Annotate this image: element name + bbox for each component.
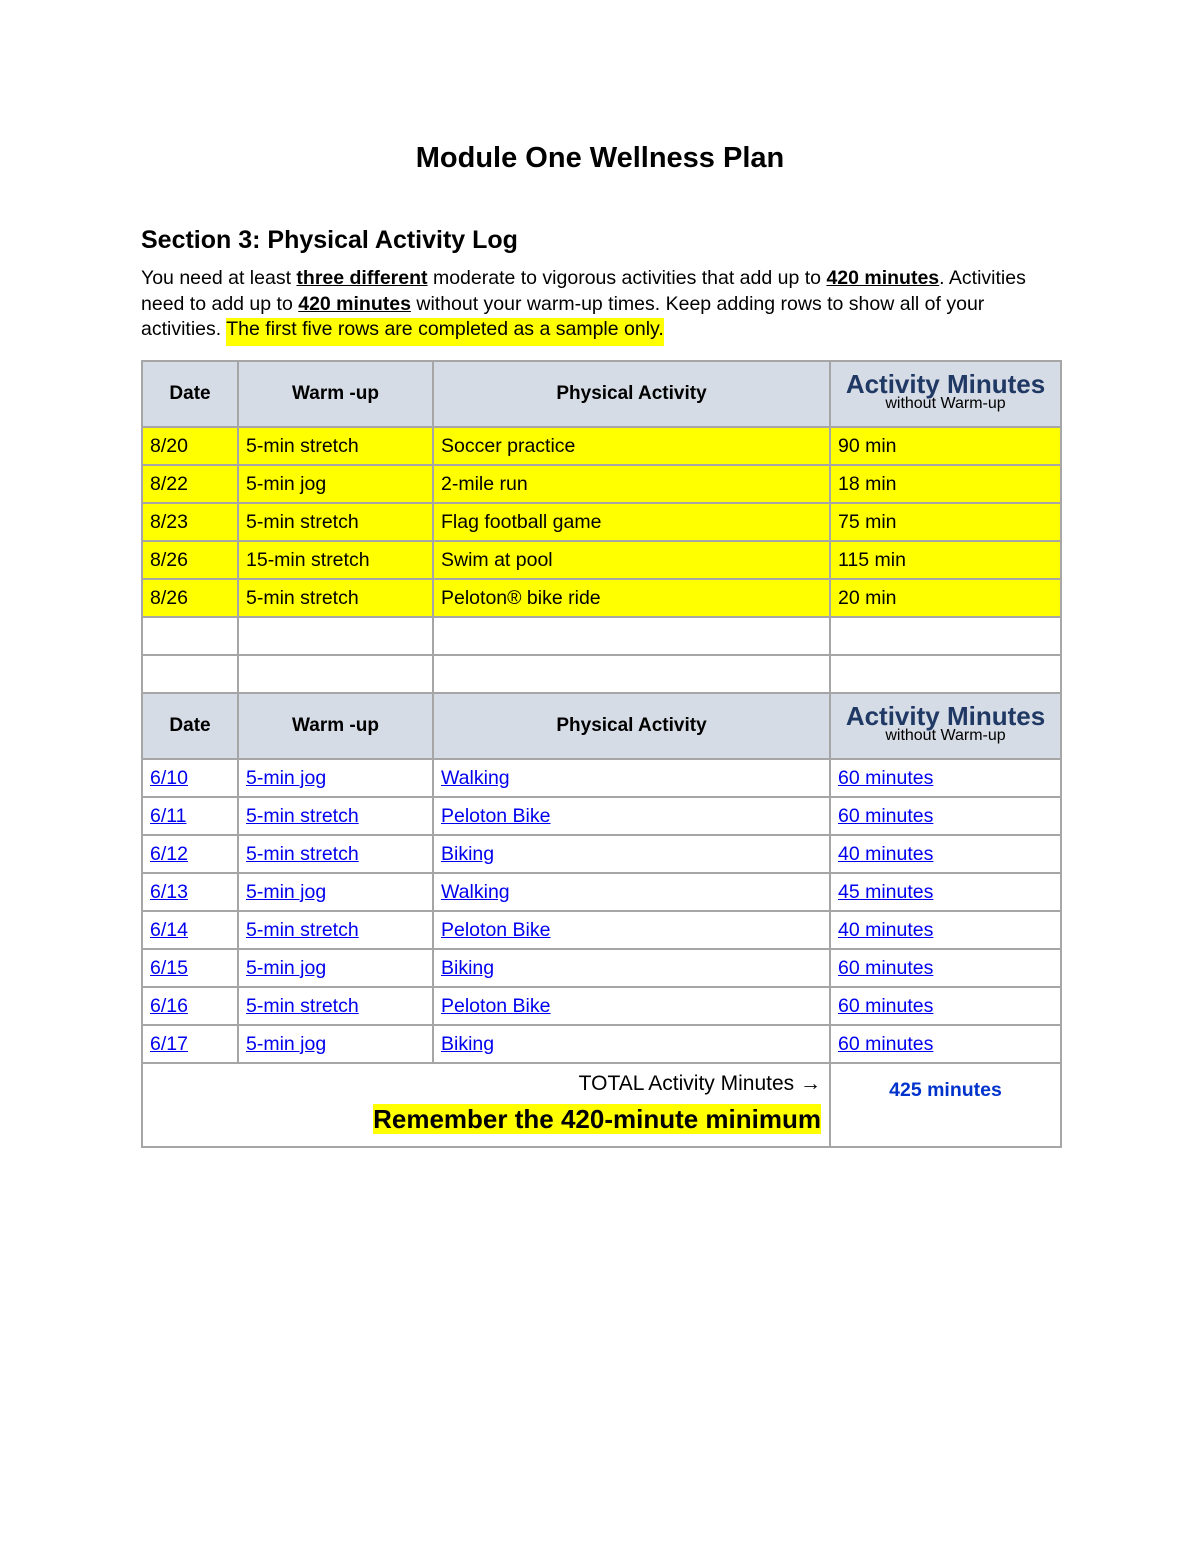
sample-row [142,465,1061,503]
entry-activity-link[interactable]: Peloton Bike [441,994,551,1017]
entry-minutes-link[interactable]: 60 minutes [838,1032,934,1055]
entry-warmup[interactable] [238,911,433,949]
table-row [142,873,1061,911]
entry-date-link[interactable]: 6/16 [150,994,188,1017]
empty-activity-cell [433,617,830,655]
entry-activity-link[interactable]: Peloton Bike [441,918,551,941]
header-minutes-main: Activity Minutes [845,369,1046,399]
entry-warmup[interactable] [238,759,433,797]
header-activity-minutes [830,361,1061,427]
entry-minutes[interactable] [830,949,1061,987]
empty-row[interactable] [142,617,1061,655]
entry-minutes-link[interactable]: 60 minutes [838,994,934,1017]
entry-warmup[interactable] [238,835,433,873]
entry-date-link[interactable]: 6/15 [150,956,188,979]
entry-date[interactable] [142,1025,238,1063]
entry-minutes[interactable] [830,987,1061,1025]
sample-row [142,579,1061,617]
intro-text-4: without your warm-up times. Keep adding rows to show all of your activities. [141,292,985,340]
header-date: Date [142,361,238,427]
empty-date-cell [142,655,238,693]
entry-minutes-link[interactable]: 60 minutes [838,766,934,789]
entry-date-link[interactable]: 6/10 [150,766,188,789]
empty-warmup-cell [238,655,433,693]
sample-minutes-cell: 20 min [830,579,1061,617]
sample-warmup-cell: 5-min stretch [238,427,433,465]
table-row [142,911,1061,949]
entry-minutes-link[interactable]: 60 minutes [838,804,934,827]
entry-activity[interactable] [433,1025,830,1063]
entry-activity[interactable] [433,873,830,911]
table-header-row [142,361,1061,427]
entry-warmup-link[interactable]: 5-min jog [246,956,327,979]
entry-warmup-link[interactable]: 5-min stretch [246,842,359,865]
entry-minutes-link[interactable]: 60 minutes [838,956,934,979]
entry-activity-link[interactable]: Biking [441,956,495,979]
activity-log-table [141,360,1062,1148]
empty-minutes-cell [830,655,1061,693]
header-activity: Physical Activity [433,361,830,427]
sample-activity-cell: Soccer practice [433,427,830,465]
entry-warmup-link[interactable]: 5-min stretch [246,918,359,941]
entry-minutes[interactable] [830,873,1061,911]
table-row [142,1025,1061,1063]
sample-warmup-cell: 5-min jog [238,465,433,503]
header-warmup: Warm -up [238,693,433,759]
sample-minutes-cell: 18 min [830,465,1061,503]
empty-minutes-cell [830,617,1061,655]
empty-date-cell [142,617,238,655]
entry-date-link[interactable]: 6/13 [150,880,188,903]
entry-warmup-link[interactable]: 5-min jog [246,1032,327,1055]
entry-minutes[interactable] [830,759,1061,797]
entry-activity-link[interactable]: Biking [441,842,495,865]
minimum-reminder: Remember the 420-minute minimum [373,1103,821,1134]
intro-text-3: . Activities need to add up to [141,267,1026,315]
entry-minutes[interactable] [830,1025,1061,1063]
instructions-paragraph [141,266,1041,343]
entry-activity-link[interactable]: Biking [441,1032,495,1055]
page-title: Module One Wellness Plan [415,142,785,174]
entry-warmup[interactable] [238,1025,433,1063]
header-date: Date [142,693,238,759]
entry-activity[interactable] [433,987,830,1025]
entry-warmup-link[interactable]: 5-min jog [246,766,327,789]
table-row [142,835,1061,873]
entry-warmup[interactable] [238,949,433,987]
entry-date[interactable] [142,873,238,911]
table-row [142,949,1061,987]
sample-activity-cell: Swim at pool [433,541,830,579]
entry-minutes-link[interactable]: 40 minutes [838,918,934,941]
table-row [142,987,1061,1025]
entry-minutes[interactable] [830,911,1061,949]
entry-minutes[interactable] [830,835,1061,873]
header-minutes-main: Activity Minutes [845,701,1046,731]
total-minutes-value: 425 minutes [889,1079,1002,1101]
entry-date[interactable] [142,835,238,873]
entry-warmup[interactable] [238,873,433,911]
entry-date[interactable] [142,797,238,835]
sample-date-cell: 8/20 [142,427,238,465]
empty-warmup-cell [238,617,433,655]
sample-row [142,503,1061,541]
table-header-row-2 [142,693,1061,759]
sample-activity-cell: 2-mile run [433,465,830,503]
intro-text-1: You need at least [141,267,297,289]
empty-activity-cell [433,655,830,693]
entry-warmup-link[interactable]: 5-min stretch [246,804,359,827]
entry-date-link[interactable]: 6/12 [150,842,188,865]
entry-activity-link[interactable]: Walking [441,880,510,903]
sample-date-cell: 8/23 [142,503,238,541]
total-label-cell [142,1063,830,1147]
header-activity: Physical Activity [433,693,830,759]
empty-row[interactable] [142,655,1061,693]
intro-text-2: moderate to vigorous activities that add up to [427,267,827,289]
entry-date-link[interactable]: 6/11 [150,804,187,827]
sample-minutes-cell: 90 min [830,427,1061,465]
sample-minutes-cell: 75 min [830,503,1061,541]
total-value-cell [830,1063,1061,1147]
entry-activity[interactable] [433,835,830,873]
entry-activity[interactable] [433,911,830,949]
sample-warmup-cell: 5-min stretch [238,503,433,541]
sample-activity-cell: Peloton® bike ride [433,579,830,617]
entry-minutes[interactable] [830,797,1061,835]
section-heading: Section 3: Physical Activity Log [141,226,518,254]
entry-activity[interactable] [433,949,830,987]
total-row [142,1063,1061,1147]
entry-minutes-link[interactable]: 40 minutes [838,842,934,865]
sample-warmup-cell: 5-min stretch [238,579,433,617]
entry-date-link[interactable]: 6/17 [150,1032,188,1055]
entry-warmup[interactable] [238,797,433,835]
entry-activity-link[interactable]: Peloton Bike [441,804,551,827]
intro-emphasis-three-different: three different [296,267,428,289]
total-label: TOTAL Activity Minutes → [578,1071,821,1095]
sample-date-cell: 8/22 [142,465,238,503]
entry-date[interactable] [142,759,238,797]
sample-date-cell: 8/26 [142,579,238,617]
header-minutes-sub: without Warm-up [885,727,1006,744]
entry-activity[interactable] [433,797,830,835]
sample-warmup-cell: 15-min stretch [238,541,433,579]
table-row [142,759,1061,797]
header-activity-minutes [830,693,1061,759]
sample-minutes-cell: 115 min [830,541,1061,579]
entry-warmup-link[interactable]: 5-min jog [246,880,327,903]
sample-activity-cell: Flag football game [433,503,830,541]
table-row [142,797,1061,835]
sample-row [142,541,1061,579]
entry-date-link[interactable]: 6/14 [150,918,188,941]
entry-activity-link[interactable]: Walking [441,766,510,789]
intro-emphasis-420-minutes-2: 420 minutes [298,292,411,315]
entry-date[interactable] [142,911,238,949]
header-warmup: Warm -up [238,361,433,427]
entry-warmup-link[interactable]: 5-min stretch [246,994,359,1017]
sample-row [142,427,1061,465]
entry-minutes-link[interactable]: 45 minutes [838,880,934,903]
header-minutes-sub: without Warm-up [885,395,1006,412]
entry-warmup[interactable] [238,987,433,1025]
intro-emphasis-420-minutes: 420 minutes [826,267,940,289]
entry-date[interactable] [142,949,238,987]
sample-date-cell: 8/26 [142,541,238,579]
sample-note-highlight: The first five rows are completed as a sample only. [226,318,663,346]
entry-date[interactable] [142,987,238,1025]
entry-activity[interactable] [433,759,830,797]
